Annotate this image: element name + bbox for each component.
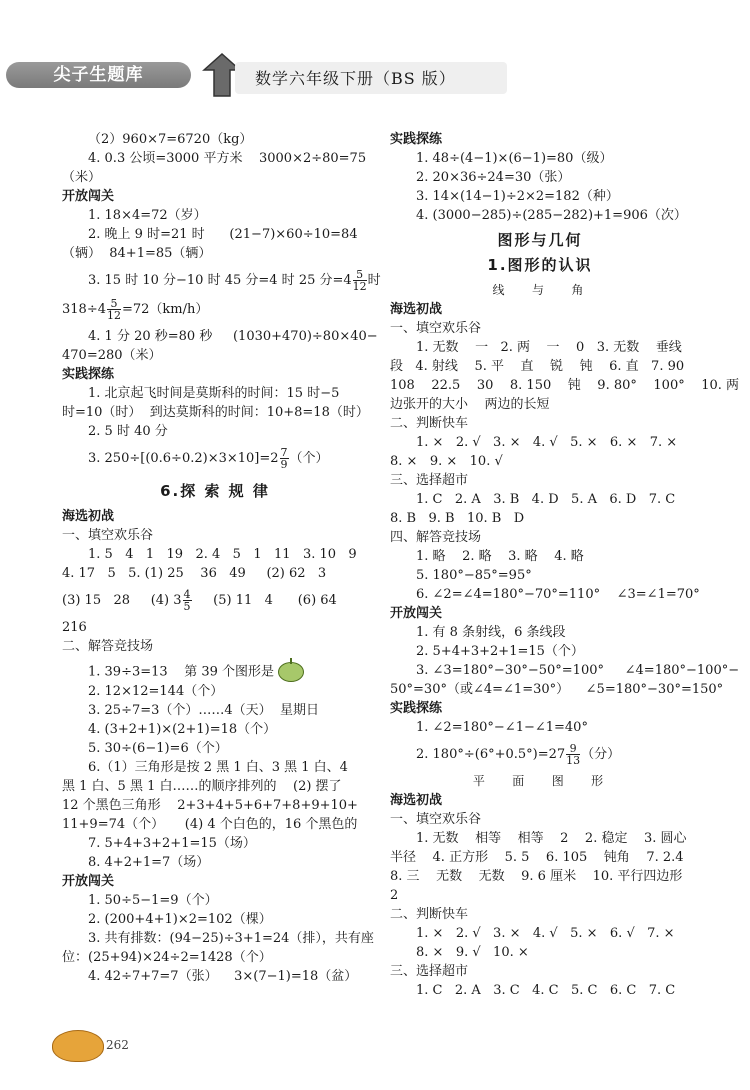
answer-line: 3. 250÷[(0.6÷0.2)×3×10]=2 $\frac{7}{9}$ （个） <box>88 446 329 471</box>
answer-line: 318÷4 $\frac{5}{12}$ =72（km/h） <box>62 297 209 322</box>
subheading: 二、解答竞技场 <box>62 639 154 654</box>
answer-line: 1. 48÷(4−1)×(6−1)=80（级） <box>416 151 613 166</box>
answer-line: 2. 5+4+3+2+1=15（个） <box>416 644 584 659</box>
fraction: $\frac{7}{9}$ <box>280 446 288 471</box>
heading-shijian: 实践探练 <box>390 132 443 147</box>
left-column <box>62 130 381 986</box>
heading-haixuan: 海选初战 <box>62 509 115 524</box>
answer-line: 2. (200+4+1)×2=102（棵） <box>88 912 272 927</box>
apple-icon <box>278 662 304 682</box>
answer-line: 1. 50÷5−1=9（个） <box>88 893 218 908</box>
answer-line: 1. 北京起飞时间是莫斯科的时间：15 时−5 <box>88 386 340 401</box>
page-number: 262 <box>106 1038 129 1052</box>
answer-line: 3. 14×(14−1)÷2×2=182（种） <box>416 189 619 204</box>
answer-line: 1. × 2. √ 3. × 4. √ 5. × 6. × 7. × <box>416 435 678 450</box>
section-title: 1.图形的认识 <box>487 256 593 274</box>
subsection-title: 平 面 图 形 <box>472 774 608 788</box>
answer-line: 位：(25+94)×24÷2=1428（个） <box>62 950 272 965</box>
answer-line: 黑 1 白、5 黑 1 白……的顺序排列的 (2) 摆了 <box>62 779 342 794</box>
series-banner: 尖子生题库 <box>6 62 191 88</box>
answer-line: 4. 42÷7+7=7（张） 3×(7−1)=18（盆） <box>88 969 358 984</box>
heading-haixuan: 海选初战 <box>390 793 443 808</box>
section-title: 图形与几何 <box>497 231 583 249</box>
answer-line: 1. 无数 相等 相等 2 2. 稳定 3. 圆心 <box>416 831 687 846</box>
answer-line: 1. ∠2=180°−∠1−∠1=40° <box>416 720 588 735</box>
answer-line: 6. ∠2=∠4=180°−70°=110° ∠3=∠1=70° <box>416 587 700 602</box>
heading-kaifang: 开放闯关 <box>62 189 115 204</box>
answer-line: 2. 晚上 9 时=21 时 (21−7)×60÷10=84 <box>88 227 358 242</box>
answer-line: 12 个黑色三角形 2+3+4+5+6+7+8+9+10+ <box>62 798 358 813</box>
answer-line: 段 4. 射线 5. 平 直 锐 钝 6. 直 7. 90 <box>390 359 685 374</box>
answer-line: 1. 略 2. 略 3. 略 4. 略 <box>416 549 584 564</box>
answer-line: 3. 25÷7=3（个）……4（天） 星期日 <box>88 703 319 718</box>
answer-line: 边张开的大小 两边的长短 <box>390 397 550 412</box>
answer-line: 2. 20×36÷24=30（张） <box>416 170 571 185</box>
answer-line: 3. 15 时 10 分−10 时 45 分=4 时 25 分=4 $\frac{5}{12}$ 时 <box>88 268 381 293</box>
answer-line: 1. 5 4 1 19 2. 4 5 1 11 3. 10 9 <box>88 547 357 562</box>
answer-line: 1. 无数 一 2. 两 一 0 3. 无数 垂线 <box>416 340 682 355</box>
answer-line: 216 <box>62 620 87 635</box>
page-header <box>0 52 750 98</box>
fraction: $\frac{5}{12}$ <box>106 297 121 322</box>
answer-line: （2）960×7=6720（kg） <box>88 132 253 147</box>
heading-shijian: 实践探练 <box>390 701 443 716</box>
subheading: 一、填空欢乐谷 <box>62 528 154 543</box>
subheading: 二、判断快车 <box>390 416 469 431</box>
heading-haixuan: 海选初战 <box>390 302 443 317</box>
answer-line: 4. 1 分 20 秒=80 秒 (1030+470)÷80×40− <box>88 329 378 344</box>
answer-line: 4. (3+2+1)×(2+1)=18（个） <box>88 722 277 737</box>
answer-line: 1. C 2. A 3. C 4. C 5. C 6. C 7. C <box>416 983 676 998</box>
answer-line: 3. ∠3=180°−30°−50°=100° ∠4=180°−100°− <box>416 663 740 678</box>
answer-line: （米） <box>62 170 102 185</box>
fraction: $\frac{9}{13}$ <box>566 742 581 767</box>
subheading: 三、选择超市 <box>390 473 469 488</box>
heading-kaifang: 开放闯关 <box>62 874 115 889</box>
answer-line: 2 <box>390 888 399 903</box>
answer-line: 时=10（时） 到达莫斯科的时间：10+8=18（时） <box>62 405 369 420</box>
book-title: 数学六年级下册（BS 版） <box>255 69 456 88</box>
answer-line: 50°=30°（或∠4=∠1=30°） ∠5=180°−30°=150° <box>390 682 724 697</box>
answer-line: 2. 12×12=144（个） <box>88 684 224 699</box>
subheading: 三、选择超市 <box>390 964 469 979</box>
subheading: 四、解答竞技场 <box>390 530 482 545</box>
answer-line: 3. 共有排数：(94−25)÷3+1=24（排），共有座 <box>88 931 374 946</box>
right-column <box>390 130 740 1000</box>
answer-line: 2. 5 时 40 分 <box>88 424 168 439</box>
answer-line: 5. 180°−85°=95° <box>416 568 532 583</box>
subheading: 二、判断快车 <box>390 907 469 922</box>
heading-kaifang: 开放闯关 <box>390 606 443 621</box>
answer-line: 6.（1）三角形是按 2 黑 1 白、3 黑 1 白、4 <box>88 760 348 775</box>
answer-line: 11+9=74（个） (4) 4 个白色的，16 个黑色的 <box>62 817 358 832</box>
fraction: $\frac{4}{5}$ <box>183 588 191 613</box>
answer-line: 8. 三 无数 无数 9. 6 厘米 10. 平行四边形 <box>390 869 683 884</box>
answer-line: 1. 18×4=72（岁） <box>88 208 207 223</box>
subheading: 一、填空欢乐谷 <box>390 321 482 336</box>
answer-line: 8. B 9. B 10. B D <box>390 511 525 526</box>
answer-line: (3) 15 28 (4) 3 $\frac{4}{5}$ (5) 11 4 (6) 64 <box>62 588 337 613</box>
answer-line: 7. 5+4+3+2+1=15（场） <box>88 836 256 851</box>
answer-line: 4. (3000−285)÷(285−282)+1=906（次） <box>416 208 687 223</box>
answer-line: 1. 有 8 条射线，6 条线段 <box>416 625 566 640</box>
subsection-title: 线 与 角 <box>492 283 588 297</box>
answer-line: 半径 4. 正方形 5. 5 6. 105 钝角 7. 2.4 <box>390 850 684 865</box>
answer-line: （辆） 84+1=85（辆） <box>62 246 212 261</box>
answer-line: 1. 39÷3=13 第 39 个图形是 <box>62 662 368 682</box>
answer-line: 4. 17 5 5. (1) 25 36 49 (2) 62 3 <box>62 566 327 581</box>
mascot-icon <box>52 1030 104 1062</box>
answer-line: 8. 4+2+1=7（场） <box>88 855 210 870</box>
answer-line: 470=280（米） <box>62 348 162 363</box>
section-title: 6.探 索 规 律 <box>160 482 270 500</box>
subheading: 一、填空欢乐谷 <box>390 812 482 827</box>
heading-shijian: 实践探练 <box>62 367 115 382</box>
answer-line: 1. C 2. A 3. B 4. D 5. A 6. D 7. C <box>416 492 676 507</box>
answer-line: 1. × 2. √ 3. × 4. √ 5. × 6. √ 7. × <box>416 926 675 941</box>
answer-line: 4. 0.3 公顷=3000 平方米 3000×2÷80=75 <box>88 151 367 166</box>
fraction: $\frac{5}{12}$ <box>352 268 367 293</box>
answer-line: 8. × 9. × 10. √ <box>390 454 503 469</box>
answer-line: 108 22.5 30 8. 150 钝 9. 80° 100° 10. 两 <box>390 378 740 393</box>
answer-line: 8. × 9. √ 10. × <box>416 945 529 960</box>
answer-line: 2. 180°÷(6°+0.5°)=27 $\frac{9}{13}$ （分） <box>416 742 621 767</box>
answer-line: 5. 30÷(6−1)=6（个） <box>88 741 228 756</box>
